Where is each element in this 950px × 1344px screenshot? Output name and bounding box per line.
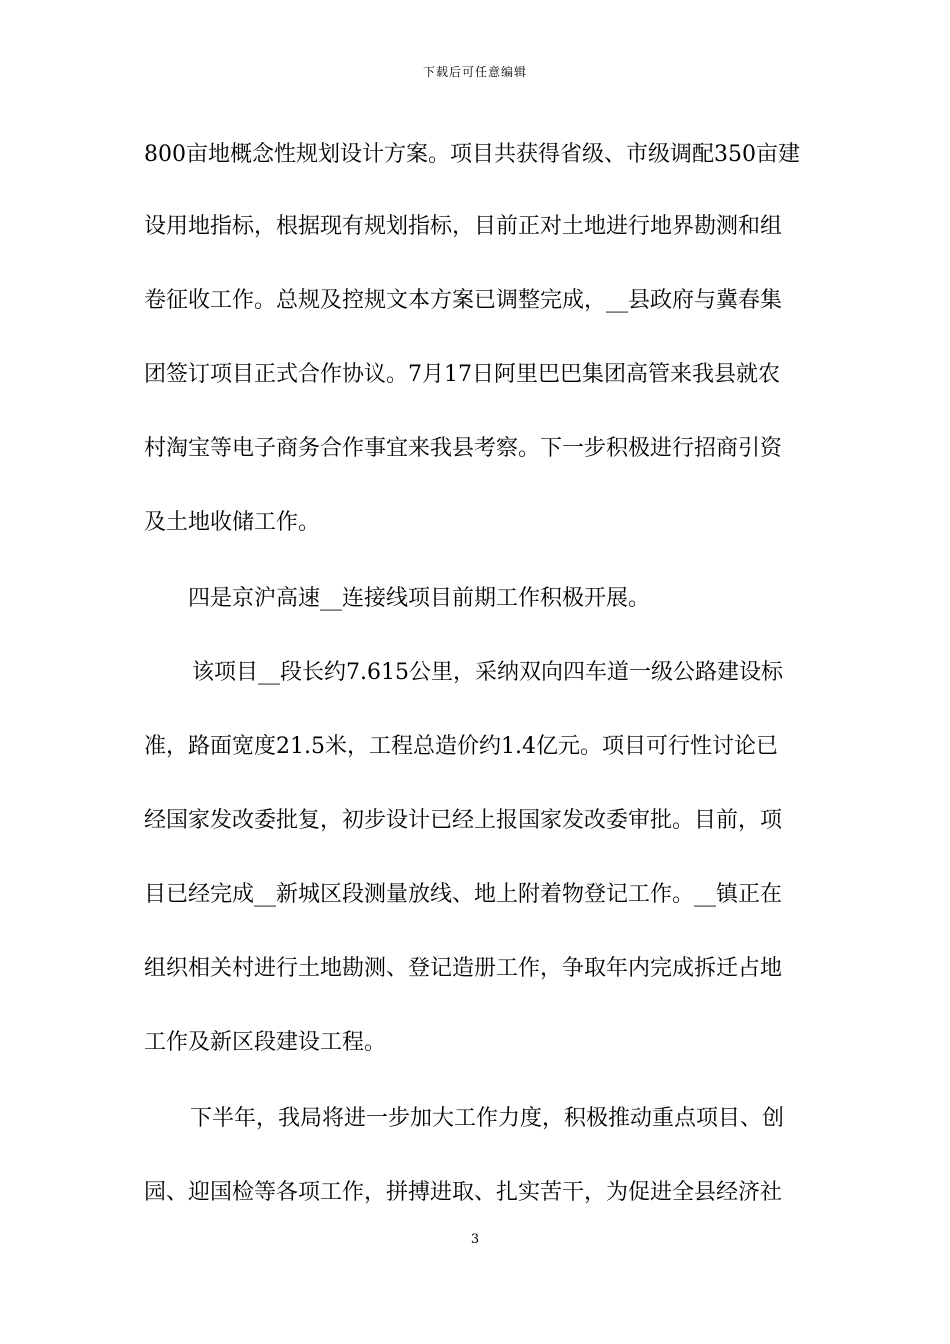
text-line: 园、迎国检等各项工作，拼搏进取、扎实苦干，为促进全县经济社	[144, 1180, 783, 1205]
section-heading: 四是京沪高速__连接线项目前期工作积极开展。	[188, 586, 651, 611]
text-line: 经国家发改委批复，初步设计已经上报国家发改委审批。目前，项	[144, 808, 783, 833]
text-line: 团签订项目正式合作协议。7月17日阿里巴巴集团高管来我县就农	[144, 362, 780, 387]
text-line: 村淘宝等电子商务合作事宜来我县考察。下一步积极进行招商引资	[144, 436, 783, 461]
text-line: 准，路面宽度21.5米，工程总造价约1.4亿元。项目可行性讨论已	[144, 734, 778, 759]
text-line: 组织相关村进行土地勘测、登记造册工作，争取年内完成拆迁占地	[144, 956, 783, 981]
page-header: 下载后可任意编辑	[422, 65, 527, 79]
text-line: 工作及新区段建设工程。	[144, 1030, 387, 1055]
page-number: 3	[470, 1232, 480, 1247]
text-line: 卷征收工作。总规及控规文本方案已调整完成，__县政府与冀春集	[144, 288, 783, 313]
text-line: 该项目__段长约7.615公里，采纳双向四车道一级公路建设标	[192, 660, 783, 685]
text-line: 下半年，我局将进一步加大工作力度，积极推动重点项目、创	[190, 1106, 785, 1131]
text-line: 800亩地概念性规划设计方案。项目共获得省级、市级调配350亩建	[144, 142, 800, 167]
text-line: 及土地收储工作。	[144, 510, 321, 535]
text-line: 设用地指标，根据现有规划指标，目前正对土地进行地界勘测和组	[144, 214, 783, 239]
text-line: 目已经完成__新城区段测量放线、地上附着物登记工作。__镇正在	[144, 882, 783, 907]
